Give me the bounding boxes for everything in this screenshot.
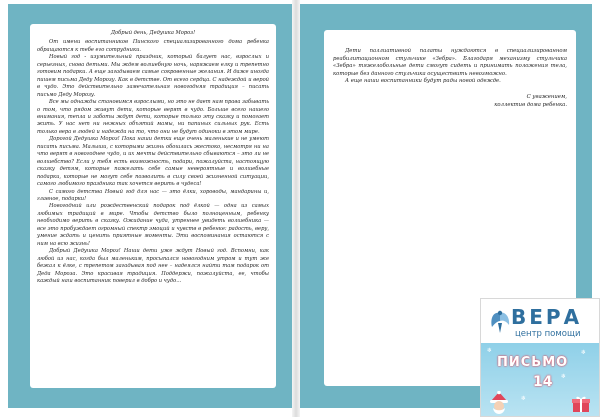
snowflake-icon: ❄ [487,347,493,354]
snowflake-icon: ❄ [561,373,567,380]
letter-word: ПИСЬМО [497,355,569,370]
left-page-frame [8,4,292,408]
book-gutter [292,0,300,417]
left-page-sheet [30,24,276,388]
logo-name: ВЕРА [511,305,583,329]
paragraph: Новогодний или рождественский подарок под ёлкой — одна из самых любимых традиций в мире. Чтобы детство было полноценным, ребенку необходимо верить в сказку. Ожидание чуда, утреннее увидеть волшебника — все это пробуждает огромный спектр эмоций и чувств в ребенке: радость, веру, умение ждать и ценить приятные моменты. Эти воспоминания остаются с ним на всю жизнь! [37,203,269,247]
santa-icon [487,391,511,417]
right-page-text [333,48,567,109]
closing-signature: коллектив дома ребенка. [494,101,567,108]
snowflake-icon: ❄ [521,395,527,402]
paragraph: Дорогой Дедушка Мороз! Пока наши детки еще очень маленькие и не умеют писать письма. Малыши, с которыми жизнь обошлась жестоко, несмотря ни на что верят в новогоднее чудо, и их мечты действительно сбываются – это ли не волшебство? Если у тебя есть возможность, подари, пожалуйста, настоящую сказку детям, которые пожелать себе самые невероятные и волшебные подарки, которые не могут себе позволить в силу своей жизненной ситуации, самого любимого праздника так хочется верить в чудеса! [37,136,269,188]
logo-subtitle: центр помощи [515,329,581,339]
gift-icon [571,395,591,413]
paragraph: Новый год - изумительный праздник, который балует нас, взрослых и серьезных, снова детьми. Мы ждем волшебную ночь, наряжаем елку и трепетно готовим подарки. А еще загадываем самые сокровенные желания. И даже иногда пишем письма Деду Морозу. Как в детстве. От всего сердца. С надеждой и верой в чудо. Это действительно замечательная новогодняя традиция – писать письмо Деду Морозу. [37,54,269,98]
closing-line: С уважением, [526,93,567,100]
letter-number: 14 [533,374,553,390]
letter-banner [481,343,599,416]
paragraph: Дети паллиативной палаты нуждаются в специализированном реабилитационном стульчике «Зебра». Благодаря механизму стульчика «Зебра» тяжелобольные дети смогут сидеть и принимать положения тела, которые без данного стульчика осуществить невозможно. [333,48,567,77]
snowflake-icon: ❄ [581,349,587,356]
greeting: Добрый день, Дедушка Мороз! [110,30,196,36]
angel-wings-icon [489,309,511,335]
paragraph: От имени воспитанников Пинского специализированного дома ребенка обращаются к тебе его сотрудники. [37,39,269,53]
left-page-text [37,30,269,285]
paragraph: А еще наши воспитанники будут рады новой одежде. [345,78,501,85]
paragraph: Все мы однажды становимся взрослыми, но это не дает нам права забывать о том, что рядом живут дети, которые верят в чудо. Больше всего нашего внимания, тепла и заботы ждут дети, которые только эту сказку и помогает жить. У нас нет ни нежных объятий мамы, ни папиных сильных рук. Есть только вера в людей и надежда на то, что они не будут одиноки в этом мире. [37,99,269,135]
vera-logo-card [480,298,600,417]
logo-header [481,299,599,343]
paragraph: Добрый Дедушка Мороз! Наши дети уже ждут Новый год. Вспомни, как любой из нас, когда был маленьким, просыпался новогодним утром и тут же бежал к ёлке, с трепетом загадывая под нее – надеялся найти там подарок от Деда Мороза. Это красивая традиция. Поддержи, пожалуйста, ее, чтобы каждый наш воспитанник поверил в добро и чудо… [37,248,269,284]
paragraph: С самого детства Новый год для нас — это ёлки, хороводы, мандарины и, главное, подарки! [37,188,269,202]
